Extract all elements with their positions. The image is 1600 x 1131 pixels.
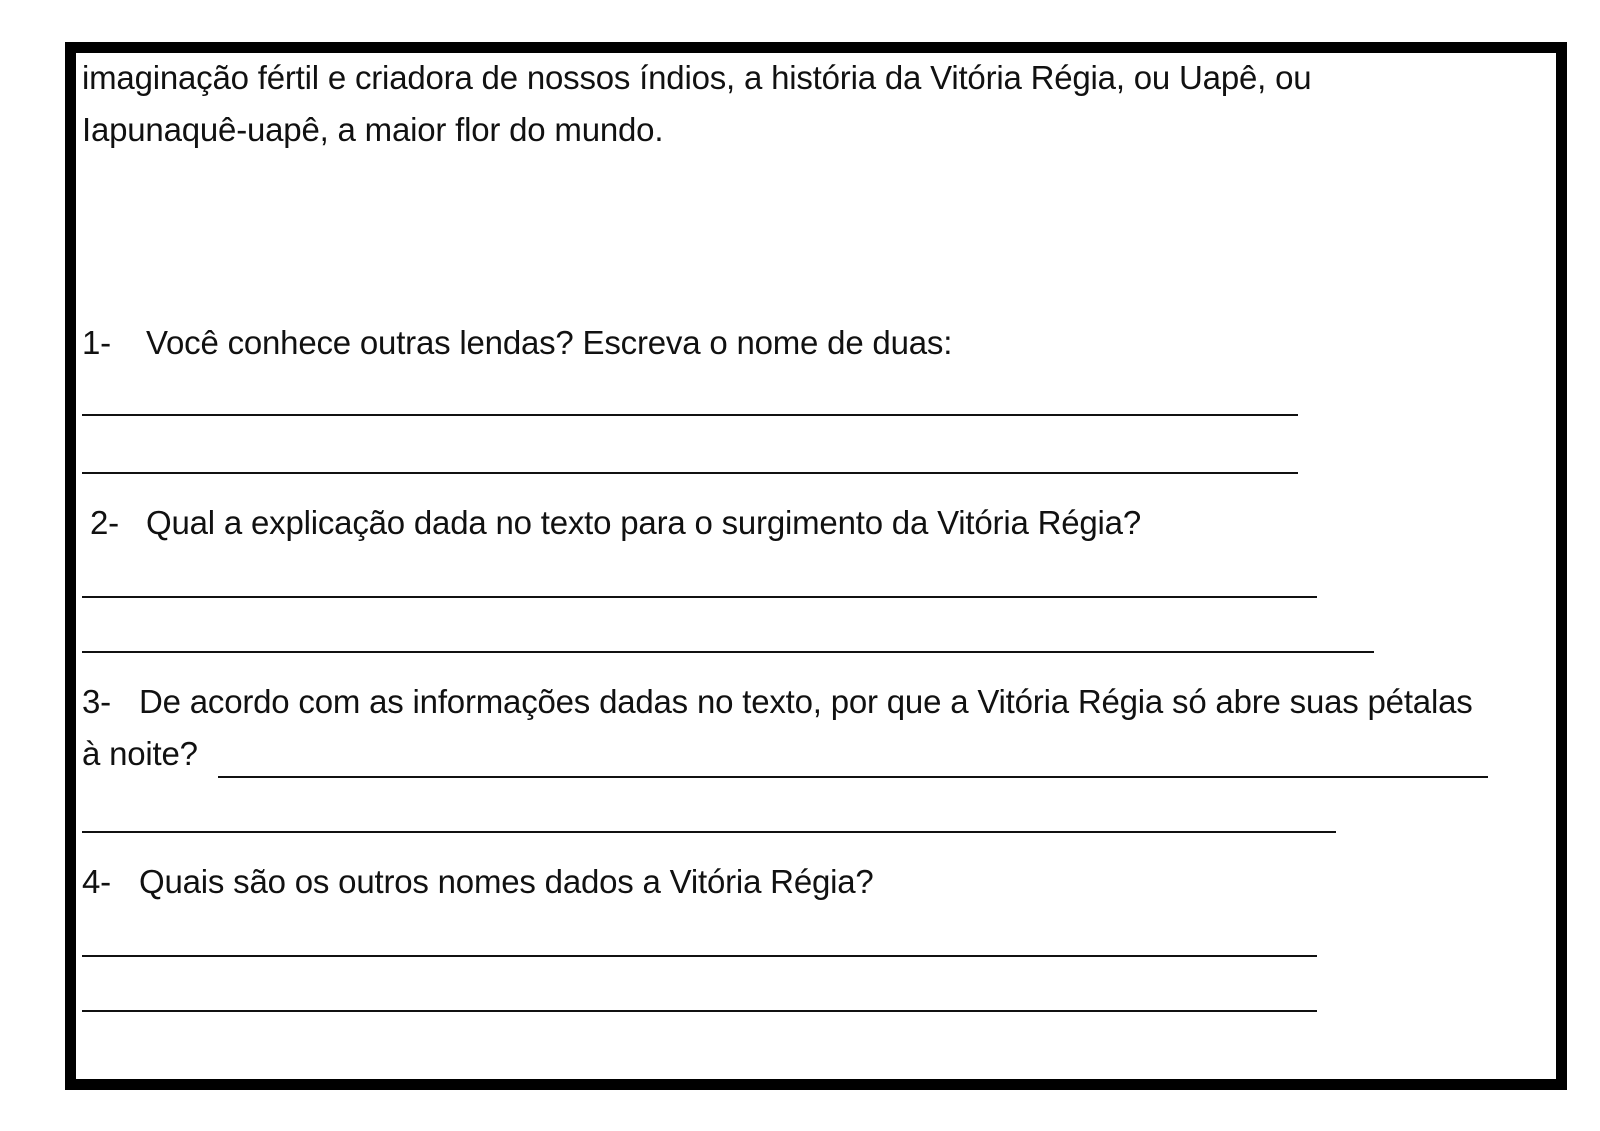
question-4-number: 4- [82,863,111,900]
answer-line-1a[interactable] [82,414,1298,416]
answer-line-3a[interactable] [218,776,1488,778]
answer-line-3b[interactable] [82,831,1336,833]
question-3-continuation: à noite? [82,735,198,772]
question-2-number: 2- [90,504,119,541]
question-1 [82,323,952,363]
question-3 [82,682,1473,722]
answer-line-2b[interactable] [82,651,1374,653]
question-3-number: 3- [82,683,111,720]
question-4-text: Quais são os outros nomes dados a Vitória Régia? [139,863,874,900]
answer-line-2a[interactable] [82,596,1317,598]
question-4 [82,862,874,902]
question-2-text: Qual a explicação dada no texto para o surgimento da Vitória Régia? [146,504,1141,541]
answer-line-4b[interactable] [82,1010,1317,1012]
answer-line-1b[interactable] [82,472,1298,474]
passage-line-2: Iapunaquê-uapê, a maior flor do mundo. [82,111,664,148]
question-2 [90,503,1141,543]
worksheet-frame [65,42,1567,1090]
question-1-text: Você conhece outras lendas? Escreva o nome de duas: [146,324,953,361]
question-3-text: De acordo com as informações dadas no texto, por que a Vitória Régia só abre suas pétalas [139,683,1473,720]
passage-line-1: imaginação fértil e criadora de nossos índios, a história da Vitória Régia, ou Uapê, ou [82,59,1312,96]
question-1-number: 1- [82,324,111,361]
answer-line-4a[interactable] [82,955,1317,957]
